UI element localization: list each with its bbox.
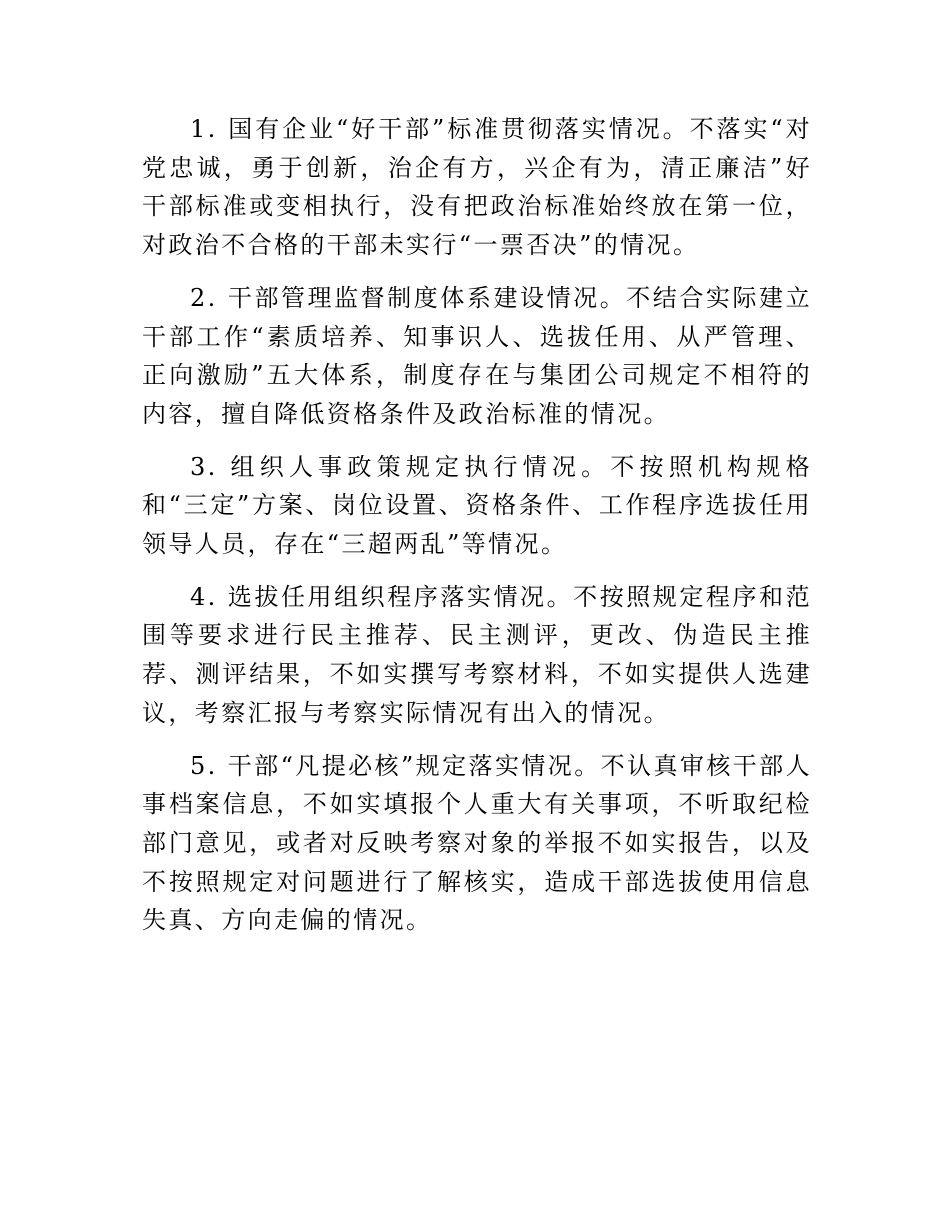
paragraph-3: 3. 组织人事政策规定执行情况。不按照机构规格和“三定”方案、岗位设置、资格条件、工作程序选拔任用领导人员，存在“三超两乱”等情况。 — [142, 452, 812, 559]
paragraph-1: 1. 国有企业“好干部”标准贯彻落实情况。不落实“对党忠诚，勇于创新，治企有方，兴企有为，清正廉洁”好干部标准或变相执行，没有把政治标准始终放在第一位，对政治不合格的干部未实行“一票否决”的情况。 — [142, 115, 812, 260]
paragraph-4: 4. 选拔任用组织程序落实情况。不按照规定程序和范围等要求进行民主推荐、民主测评，更改、伪造民主推荐、测评结果，不如实撰写考察材料，不如实提供人选建议，考察汇报与考察实际情况有出入的情况。 — [142, 582, 812, 727]
document-body — [142, 110, 812, 954]
paragraph-2: 2. 干部管理监督制度体系建设情况。不结合实际建立干部工作“素质培养、知事识人、选拔任用、从严管理、正向激励”五大体系，制度存在与集团公司规定不相符的内容，擅自降低资格条件及政治标准的情况。 — [142, 283, 812, 428]
paragraph-5: 5. 干部“凡提必核”规定落实情况。不认真审核干部人事档案信息，不如实填报个人重大有关事项，不听取纪检部门意见，或者对反映考察对象的举报不如实报告，以及不按照规定对问题进行了解核实，造成干部选拔使用信息失真、方向走偏的情况。 — [142, 751, 812, 935]
